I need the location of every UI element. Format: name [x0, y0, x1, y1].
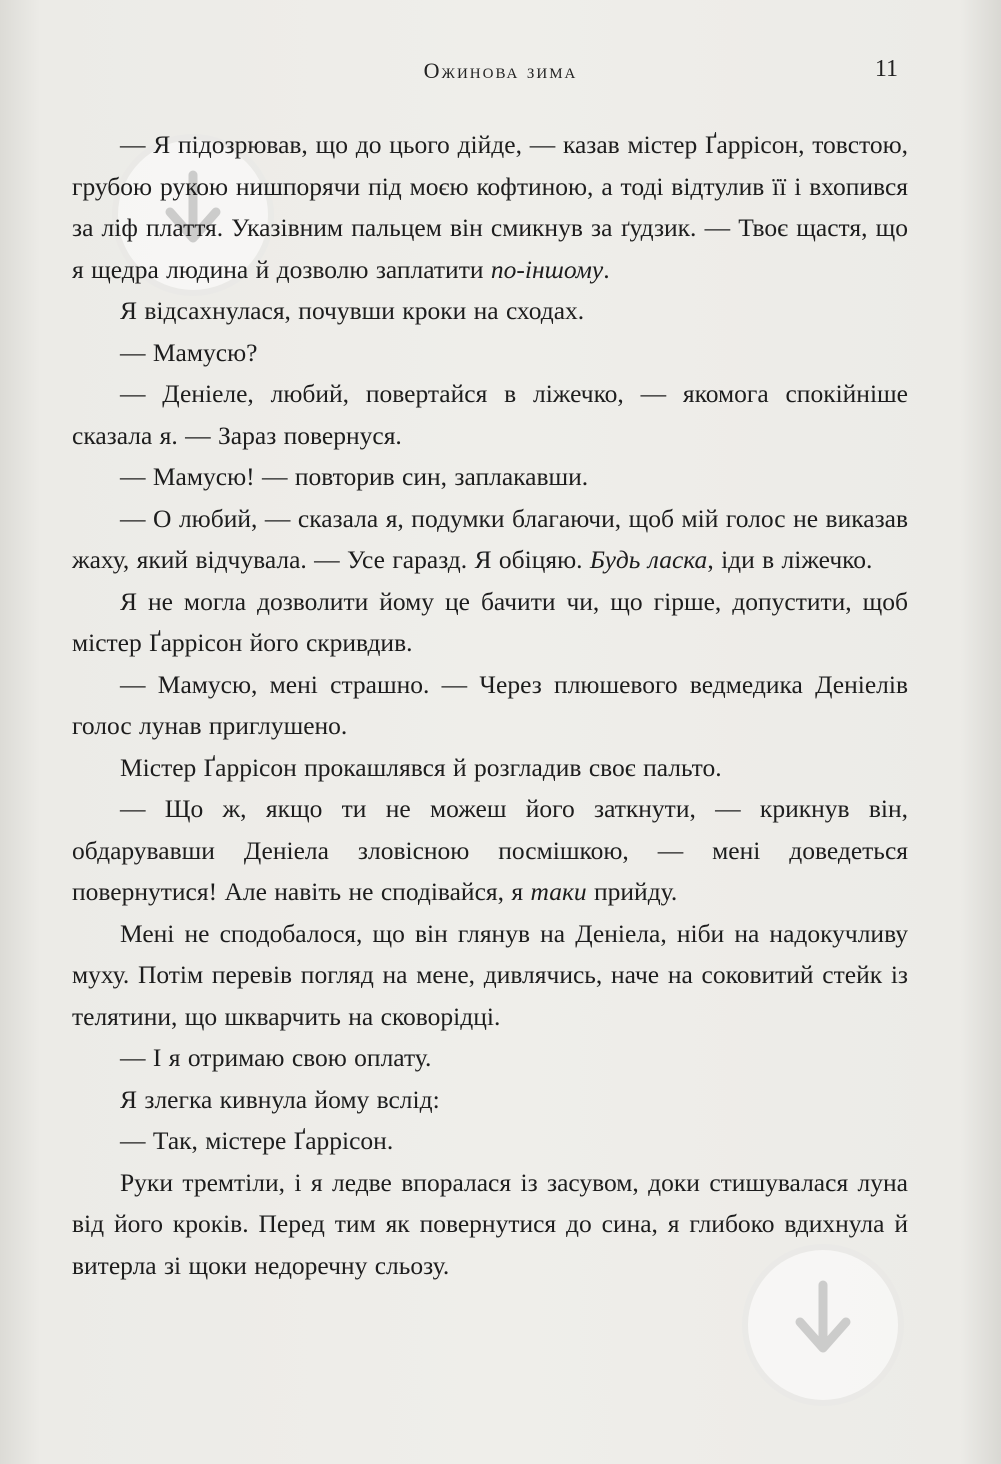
paragraph: — І я отримаю свою оплату.: [120, 1043, 432, 1072]
paragraph: Руки тремтіли, і я ледве впоралася із засувом, доки стишувалася луна від його кроків. Перед тим як повернутися до сина, я глибоко вдихнула й витерла зі щоки недоречну сльозу.: [72, 1167, 908, 1280]
paragraph: Я відсахнулася, почувши кроки на сходах.: [120, 296, 585, 325]
body-text: [72, 124, 908, 1286]
page-number: 11: [874, 56, 898, 82]
paragraph: — Я підозрював, що до цього дійде, — казав містер Ґаррісон, товстою, грубою рукою нишпорячи під моєю кофтиною, а тоді відтулив її і вхопився за ліф плаття. Указівним пальцем він смикнув за ґудзик. — Твоє щастя, що я щедра людина й дозволю заплатити по-іншому.: [72, 130, 908, 284]
paragraph: — Що ж, якщо ти не можеш його заткнути, — крикнув він, обдарувавши Деніела зловісною посмішкою, — мені доведеться повернутися! Але навіть не сподівайся, я таки прийду.: [72, 794, 908, 906]
paragraph: — Мамусю! — повторив син, заплакавши.: [120, 462, 589, 491]
paragraph: Я не могла дозволити йому це бачити чи, що гірше, допустити, щоб містер Ґаррісон його скривдив.: [72, 586, 908, 657]
paragraph: — Мамусю, мені страшно. — Через плюшевого ведмедика Деніелів голос лунав приглушено.: [72, 669, 908, 740]
paragraph: — О любий, — сказала я, подумки благаючи, щоб мій голос не виказав жаху, який відчувала. — Усе гаразд. Я обіцяю. Будь ласка, іди в ліжечко.: [72, 503, 908, 574]
download-arrow-icon: [788, 1280, 858, 1370]
paragraph: Я злегка кивнула йому вслід:: [120, 1084, 440, 1114]
paragraph: — Так, містере Ґаррісон.: [120, 1126, 394, 1155]
paragraph: — Мамусю?: [120, 337, 258, 367]
paragraph: — Деніеле, любий, повертайся в ліжечко, — якомога спокійніше сказала я. — Зараз повернуся.: [72, 379, 908, 450]
paragraph: Мені не сподобалося, що він глянув на Деніела, ніби на надокучливу муху. Потім перевів погляд на мене, дивлячись, наче на соковитий стейк із телятини, що шкварчить на сковорідці.: [72, 918, 908, 1031]
running-title: Ожинова зима: [423, 58, 578, 83]
paragraph: Містер Ґаррісон прокашлявся й розгладив своє пальто.: [120, 752, 722, 782]
